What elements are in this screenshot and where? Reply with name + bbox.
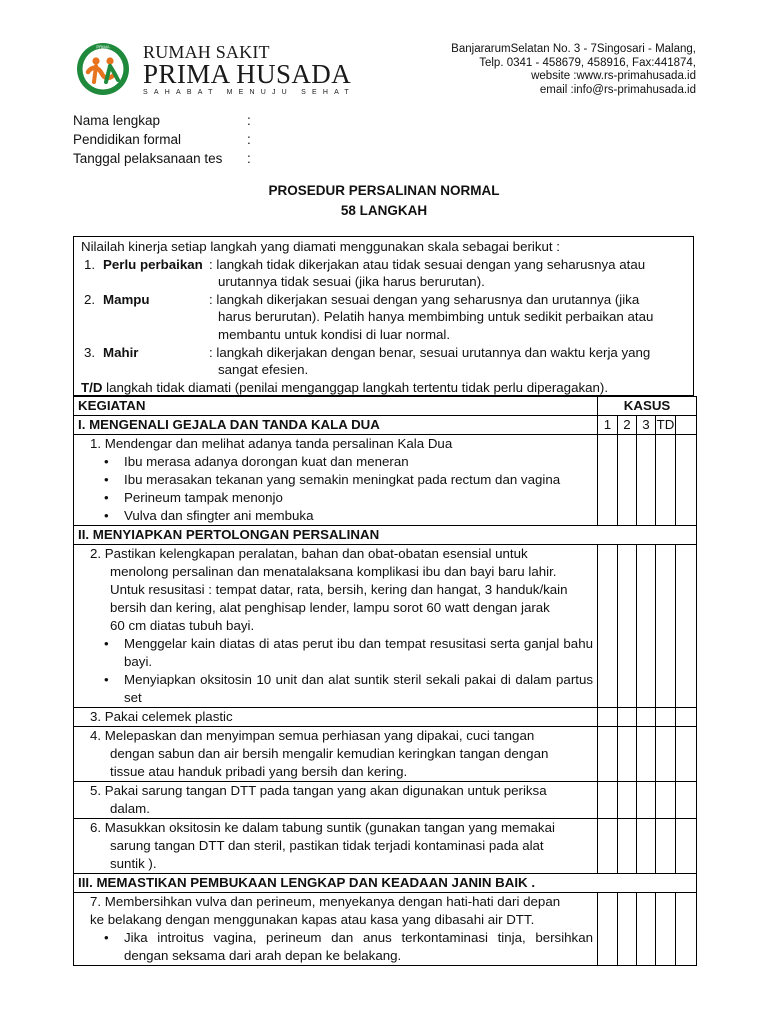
definition-line: : langkah dikerjakan sesuai dengan yang seharusnya dan urutannya (jika: [209, 291, 640, 307]
step-line: 4. Melepaskan dan menyimpan semua perhiasan yang dipakai, cuci tangan: [90, 728, 535, 743]
step-line: dengan sabun dan air bersih mengalir kemudian keringkan tangan dengan: [110, 746, 549, 761]
score-cell[interactable]: [618, 435, 637, 526]
score-cell[interactable]: [656, 708, 676, 727]
step-line: menolong persalinan dan menatalaksana komplikasi ibu dan bayi baru lahir.: [110, 564, 557, 579]
table-row: [74, 727, 697, 782]
score-cell[interactable]: [676, 782, 697, 819]
table-row: [74, 819, 697, 874]
bullet-icon: •: [104, 930, 109, 945]
step-line: 5. Pakai sarung tangan DTT pada tangan yang akan digunakan untuk periksa: [90, 783, 547, 798]
scale-term: Mampu: [103, 291, 150, 307]
score-cell[interactable]: [656, 893, 676, 966]
checklist-table: [73, 396, 697, 966]
step-cell: [74, 727, 598, 782]
score-cell[interactable]: [637, 727, 656, 782]
bullet-icon: •: [104, 472, 109, 487]
scale-item-2: [81, 291, 687, 344]
step-cell: [74, 708, 598, 727]
step-cell: [74, 893, 598, 966]
document-title: [0, 181, 768, 221]
identity-colon: :: [247, 113, 251, 128]
bullet-text: Ibu merasa adanya dorongan kuat dan meneran: [124, 454, 409, 469]
definition-line: urutannya tidak sesuai (jika harus berurutan).: [218, 274, 485, 290]
score-cell[interactable]: [676, 893, 697, 966]
brand-tagline: SAHABAT MENUJU SEHAT: [143, 89, 355, 96]
contact-website: website :www.rs-primahusada.id: [531, 70, 696, 83]
step-line: bersih dan kering, alat penghisap lender, lampu sorot 60 watt dengan jarak: [110, 600, 550, 615]
bullet-text: Ibu merasakan tekanan yang semakin meningkat pada rectum dan vagina: [124, 472, 561, 487]
score-cell[interactable]: [598, 893, 618, 966]
brand-line-2: PRIMA HUSADA: [143, 59, 352, 89]
kasus-col-1: 1: [598, 416, 618, 435]
title-line-2: 58 LANGKAH: [340, 203, 428, 218]
bullet-text: Menggelar kain diatas di atas perut ibu dan tempat resusitasi serta ganjal bahu bayi.: [124, 636, 593, 669]
scale-term: Perlu perbaikan: [103, 256, 203, 272]
score-cell[interactable]: [637, 708, 656, 727]
score-cell[interactable]: [676, 727, 697, 782]
score-cell[interactable]: [676, 416, 697, 435]
contact-phone: Telp. 0341 - 458679, 458916, Fax:441874,: [479, 56, 696, 69]
list-item: [74, 929, 597, 965]
step-line: tissue atau handuk pribadi yang bersih dan kering.: [110, 764, 408, 779]
bullet-icon: •: [104, 508, 109, 523]
scale-item-1: [81, 256, 687, 291]
score-cell[interactable]: [656, 782, 676, 819]
score-cell[interactable]: [598, 545, 618, 708]
step-line: ke belakang dengan menggunakan kapas atau kasa yang dibasahi air DTT.: [90, 912, 535, 927]
brand-line-1: RUMAH SAKIT: [143, 42, 270, 62]
section-title: II. MENYIAPKAN PERTOLONGAN PERSALINAN: [74, 526, 697, 545]
step-cell: [74, 819, 598, 874]
step-line: 3. Pakai celemek plastic: [90, 709, 233, 724]
identity-row-education: [73, 130, 251, 149]
definition-line: membantu untuk kondisi di luar normal.: [218, 326, 451, 342]
score-cell[interactable]: [637, 819, 656, 874]
step-cell: [74, 782, 598, 819]
contact-address: BanjararumSelatan No. 3 - 7Singosari - Malang,: [451, 43, 696, 55]
score-cell[interactable]: [598, 819, 618, 874]
score-cell[interactable]: [637, 782, 656, 819]
step-line: 1. Mendengar dan melihat adanya tanda persalinan Kala Dua: [90, 436, 453, 451]
identity-label: Nama lengkap: [73, 113, 161, 128]
td-text: langkah tidak diamati (penilai menganggap langkah tertentu tidak perlu diperagakan).: [102, 379, 609, 395]
step-line: 60 cm diatas tubuh bayi.: [110, 618, 255, 633]
list-item: [74, 453, 597, 471]
scale-term: Mahir: [103, 344, 139, 360]
scale-definition: [209, 256, 687, 291]
identity-row-name: [73, 111, 251, 130]
step-line: dalam.: [110, 801, 150, 816]
bullet-text: Vulva dan sfingter ani membuka: [124, 508, 314, 523]
score-cell[interactable]: [618, 545, 637, 708]
title-line-1: PROSEDUR PERSALINAN NORMAL: [268, 183, 500, 198]
identity-colon: :: [247, 151, 251, 166]
score-cell[interactable]: [656, 435, 676, 526]
bullet-text: Perineum tampak menonjo: [124, 490, 283, 505]
scale-number: 3.: [84, 344, 96, 360]
td-definition: [81, 379, 687, 397]
bullet-text: Jika introitus vagina, perineum dan anus terkontaminasi tinja, bersihkan dengan seksama dari arah depan ke belakang.: [124, 930, 593, 963]
score-cell[interactable]: [618, 819, 637, 874]
definition-line: : langkah dikerjakan dengan benar, sesuai urutannya dan waktu kerja yang: [209, 344, 651, 360]
step-line: 2. Pastikan kelengkapan peralatan, bahan dan obat-obatan esensial untuk: [90, 546, 528, 561]
scale-definition: [209, 291, 687, 344]
table-header-row: [74, 397, 697, 416]
hospital-brand: [143, 43, 355, 96]
list-item: [74, 507, 597, 525]
bullet-icon: •: [104, 636, 109, 651]
bullet-icon: •: [104, 454, 109, 469]
score-cell[interactable]: [656, 727, 676, 782]
kasus-col-td: TD: [656, 416, 676, 435]
scale-number: 1.: [84, 256, 96, 272]
score-cell[interactable]: [676, 545, 697, 708]
table-row: [74, 782, 697, 819]
section-row: [74, 416, 697, 435]
section-title: III. MEMASTIKAN PEMBUKAAN LENGKAP DAN KEADAAN JANIN BAIK .: [74, 874, 697, 893]
table-row: [74, 435, 697, 526]
section-row: [74, 526, 697, 545]
bullet-text: Menyiapkan oksitosin 10 unit dan alat suntik steril sekali pakai di dalam partus set: [124, 672, 593, 705]
contact-email: email :info@rs-primahusada.id: [539, 83, 696, 96]
step-line: suntik ).: [110, 856, 157, 871]
bullet-icon: •: [104, 490, 109, 505]
identity-colon: :: [247, 132, 251, 147]
definition-line: sangat efesien.: [218, 362, 309, 378]
score-cell[interactable]: [637, 435, 656, 526]
step-line: sarung tangan DTT dan steril, pastikan tidak terjadi kontaminasi pada alat: [110, 838, 544, 853]
kasus-col-2: 2: [618, 416, 637, 435]
hospital-logo-icon: [76, 42, 130, 96]
section-title: I. MENGENALI GEJALA DAN TANDA KALA DUA: [74, 416, 598, 435]
identity-row-date: [73, 149, 251, 168]
scoring-instructions: [73, 236, 694, 396]
definition-line: harus berurutan). Pelatih hanya membimbing untuk sedikit perbaikan atau: [218, 309, 654, 325]
definition-line: : langkah tidak dikerjakan atau tidak sesuai dengan yang seharusnya atau: [209, 256, 646, 272]
header-kegiatan: KEGIATAN: [74, 397, 598, 416]
logo-text: PRIMA: [96, 44, 110, 50]
instructions-intro: Nilailah kinerja setiap langkah yang diamati menggunakan skala sebagai berikut :: [81, 239, 560, 254]
score-cell[interactable]: [618, 893, 637, 966]
table-row: [74, 545, 697, 708]
header-kasus: KASUS: [598, 397, 697, 416]
score-cell[interactable]: [676, 819, 697, 874]
score-cell[interactable]: [637, 545, 656, 708]
score-cell[interactable]: [598, 727, 618, 782]
scale-item-3: [81, 344, 687, 379]
list-item: [74, 489, 597, 507]
score-cell[interactable]: [598, 708, 618, 727]
score-cell[interactable]: [656, 545, 676, 708]
step-cell: [74, 545, 598, 708]
table-row: [74, 708, 697, 727]
score-cell[interactable]: [676, 708, 697, 727]
score-cell[interactable]: [637, 893, 656, 966]
score-cell[interactable]: [676, 435, 697, 526]
identity-label: Tanggal pelaksanaan tes: [73, 151, 223, 166]
list-item: [74, 471, 597, 489]
section-row: [74, 874, 697, 893]
score-cell[interactable]: [656, 819, 676, 874]
scale-definition: [209, 344, 687, 379]
bullet-icon: •: [104, 672, 109, 687]
step-cell: [74, 435, 598, 526]
list-item: [74, 671, 597, 707]
list-item: [74, 635, 597, 671]
scale-number: 2.: [84, 291, 96, 307]
contact-block: [451, 43, 696, 97]
table-row: [74, 893, 697, 966]
score-cell[interactable]: [598, 435, 618, 526]
step-line: 7. Membersihkan vulva dan perineum, menyekanya dengan hati-hati dari depan: [90, 894, 561, 909]
identity-label: Pendidikan formal: [73, 132, 182, 147]
td-term: T/D: [81, 379, 103, 395]
step-line: 6. Masukkan oksitosin ke dalam tabung suntik (gunakan tangan yang memakai: [90, 820, 555, 835]
score-cell[interactable]: [618, 727, 637, 782]
score-cell[interactable]: [618, 782, 637, 819]
score-cell[interactable]: [598, 782, 618, 819]
kasus-col-3: 3: [637, 416, 656, 435]
score-cell[interactable]: [618, 708, 637, 727]
step-line: Untuk resusitasi : tempat datar, rata, bersih, kering dan hangat, 3 handuk/kain: [110, 582, 568, 597]
identity-fields: [73, 111, 251, 168]
